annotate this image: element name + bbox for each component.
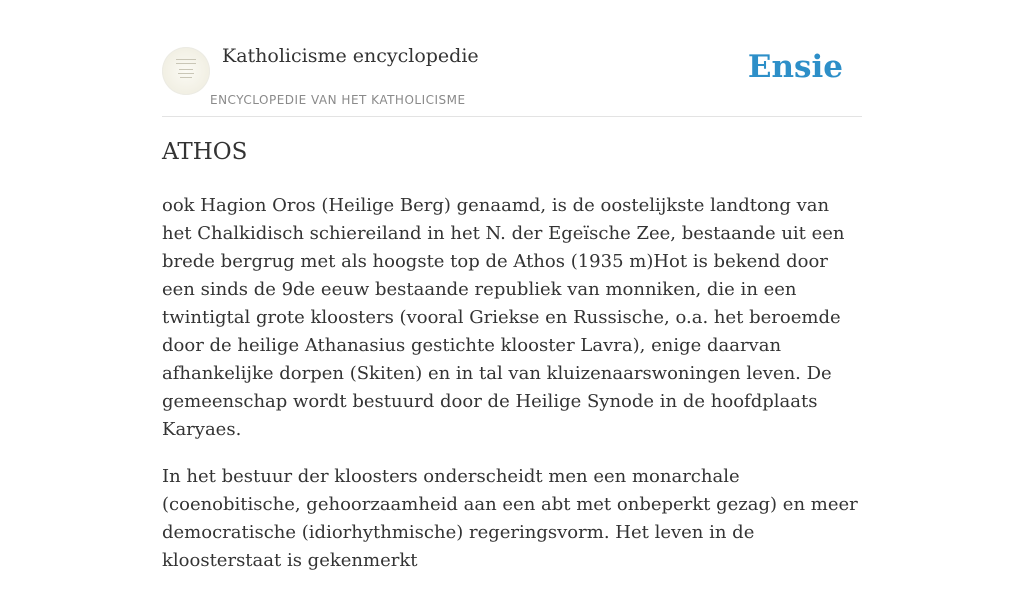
site-header — [162, 44, 862, 117]
article-body — [162, 192, 862, 594]
site-subtitle: ENCYCLOPEDIE VAN HET KATHOLICISME — [210, 93, 466, 107]
article-paragraph: ook Hagion Oros (Heilige Berg) genaamd, is de oostelijkste landtong van het Chalkidisch schiereiland in het N. der Egeïsche Zee, bestaande uit een brede bergrug met als hoogste top de Athos (1935 m)Hot is bekend door een sinds de 9de eeuw bestaande republiek van monniken, die in een twintigtal grote kloosters (vooral Griekse en Russische, o.a. het beroemde door de heilige Athanasius gestichte klooster Lavra), enige daarvan afhankelijke dorpen (Skiten) en in tal van kluizenaarswoningen leven. De gemeenschap wordt bestuurd door de Heilige Synode in de hoofdplaats Karyaes. — [162, 195, 845, 440]
ensie-brand-link[interactable]: Ensie — [747, 49, 843, 85]
article-title: ATHOS — [162, 139, 248, 165]
article-paragraph: In het bestuur der kloosters onderscheidt men een monarchale (coenobitische, gehoorzaamheid aan een abt met onbeperkt gezag) en meer democratische (idiorhythmische) regeringsvorm. Het leven in de kloosterstaat is gekenmerkt — [162, 466, 858, 571]
site-title[interactable]: Katholicisme encyclopedie — [222, 45, 479, 67]
encyclopedia-logo-icon[interactable] — [162, 47, 210, 95]
